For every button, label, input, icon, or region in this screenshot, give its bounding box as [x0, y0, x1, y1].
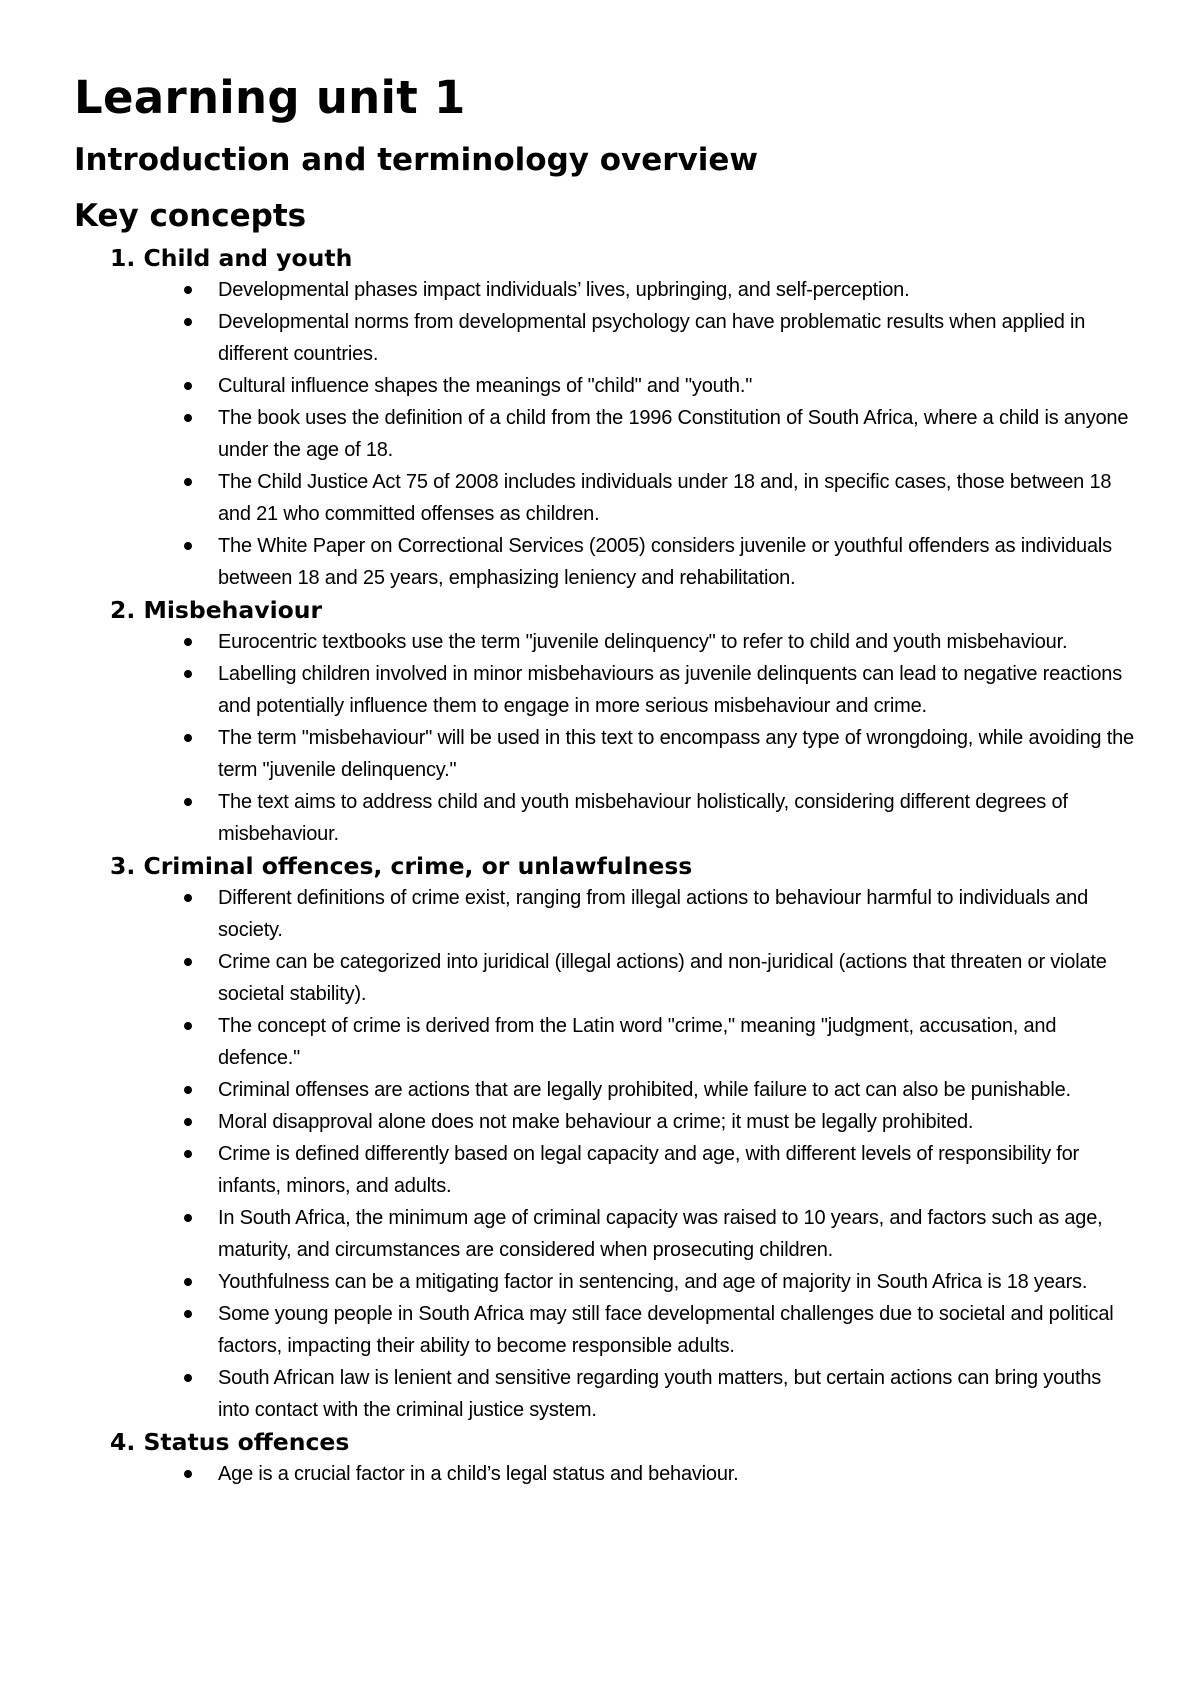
- bullet-icon: [184, 382, 192, 390]
- section: [74, 1426, 1134, 1490]
- section-number: 4.: [110, 1428, 136, 1456]
- document-subtitle: Introduction and terminology overview: [74, 142, 759, 178]
- list-item-text: Moral disapproval alone does not make behaviour a crime; it must be legally prohibited.: [218, 1111, 974, 1133]
- section-number: 2.: [110, 596, 136, 624]
- bullet-icon: [184, 286, 192, 294]
- list-item: [74, 466, 1134, 530]
- sections-container: [74, 242, 1134, 1490]
- bullet-icon: [184, 798, 192, 806]
- list-item-text: Age is a crucial factor in a child’s legal status and behaviour.: [218, 1463, 739, 1485]
- bullet-icon: [184, 414, 192, 422]
- section-heading: [74, 850, 1134, 882]
- list-item-text: Crime can be categorized into juridical (illegal actions) and non-juridical (actions that threaten or violate societal stability).: [218, 951, 1107, 1005]
- list-item: [74, 1074, 1134, 1106]
- bullet-list: [74, 882, 1134, 1426]
- list-item-text: In South Africa, the minimum age of criminal capacity was raised to 10 years, and factors such as age, maturity, and circumstances are considered when prosecuting children.: [218, 1207, 1103, 1261]
- list-item: [74, 1458, 1134, 1490]
- list-item: [74, 1362, 1134, 1426]
- section: [74, 850, 1134, 1426]
- list-item: [74, 626, 1134, 658]
- bullet-icon: [184, 1150, 192, 1158]
- list-item-text: The term "misbehaviour" will be used in this text to encompass any type of wrongdoing, while avoiding the term "juvenile delinquency.": [218, 727, 1134, 781]
- list-item: [74, 722, 1134, 786]
- bullet-icon: [184, 1118, 192, 1126]
- bullet-icon: [184, 478, 192, 486]
- bullet-list: [74, 626, 1134, 850]
- list-item-text: Youthfulness can be a mitigating factor in sentencing, and age of majority in South Africa is 18 years.: [218, 1271, 1088, 1293]
- list-item-text: Cultural influence shapes the meanings of "child" and "youth.": [218, 375, 753, 397]
- section-heading: [74, 1426, 1134, 1458]
- list-item: [74, 882, 1134, 946]
- bullet-icon: [184, 1374, 192, 1382]
- list-item-text: The concept of crime is derived from the Latin word "crime," meaning "judgment, accusation, and defence.": [218, 1015, 1057, 1069]
- bullet-icon: [184, 638, 192, 646]
- list-item: [74, 1106, 1134, 1138]
- list-item: [74, 658, 1134, 722]
- list-item-text: Developmental norms from developmental psychology can have problematic results when applied in different countries.: [218, 311, 1086, 365]
- bullet-icon: [184, 894, 192, 902]
- list-item: [74, 370, 1134, 402]
- list-item-text: Some young people in South Africa may still face developmental challenges due to societal and political factors, impacting their ability to become responsible adults.: [218, 1303, 1114, 1357]
- list-item: [74, 1202, 1134, 1266]
- key-concepts-heading: Key concepts: [74, 198, 307, 234]
- list-item: [74, 1266, 1134, 1298]
- bullet-icon: [184, 1214, 192, 1222]
- list-item-text: Developmental phases impact individuals’ lives, upbringing, and self-perception.: [218, 279, 910, 301]
- section-heading: [74, 594, 1134, 626]
- list-item-text: Eurocentric textbooks use the term "juvenile delinquency" to refer to child and youth misbehaviour.: [218, 631, 1068, 653]
- list-item: [74, 786, 1134, 850]
- bullet-list: [74, 1458, 1134, 1490]
- list-item-text: Labelling children involved in minor misbehaviours as juvenile delinquents can lead to negative reactions and potentially influence them to engage in more serious misbehaviour and crime.: [218, 663, 1123, 717]
- section-title: Misbehaviour: [143, 596, 323, 624]
- section-number: 1.: [110, 244, 136, 272]
- document-page: [74, 68, 1134, 1490]
- section-title: Status offences: [143, 1428, 350, 1456]
- list-item: [74, 1010, 1134, 1074]
- list-item: [74, 306, 1134, 370]
- bullet-icon: [184, 1086, 192, 1094]
- list-item-text: The book uses the definition of a child from the 1996 Constitution of South Africa, where a child is anyone under the age of 18.: [218, 407, 1129, 461]
- bullet-icon: [184, 734, 192, 742]
- section-title: Child and youth: [143, 244, 353, 272]
- list-item-text: The White Paper on Correctional Services (2005) considers juvenile or youthful offenders as individuals between 18 and 25 years, emphasizing leniency and rehabilitation.: [218, 535, 1112, 589]
- bullet-list: [74, 274, 1134, 594]
- list-item: [74, 402, 1134, 466]
- list-item-text: Crime is defined differently based on legal capacity and age, with different levels of responsibility for infants, minors, and adults.: [218, 1143, 1079, 1197]
- list-item: [74, 1298, 1134, 1362]
- list-item-text: Criminal offenses are actions that are legally prohibited, while failure to act can also be punishable.: [218, 1079, 1071, 1101]
- bullet-icon: [184, 958, 192, 966]
- list-item: [74, 274, 1134, 306]
- list-item-text: Different definitions of crime exist, ranging from illegal actions to behaviour harmful to individuals and society.: [218, 887, 1089, 941]
- bullet-icon: [184, 1022, 192, 1030]
- bullet-icon: [184, 318, 192, 326]
- list-item-text: South African law is lenient and sensitive regarding youth matters, but certain actions can bring youths into contact with the criminal justice system.: [218, 1367, 1102, 1421]
- section-title: Criminal offences, crime, or unlawfulness: [143, 852, 693, 880]
- section: [74, 242, 1134, 594]
- section-heading: [74, 242, 1134, 274]
- list-item: [74, 946, 1134, 1010]
- list-item: [74, 1138, 1134, 1202]
- bullet-icon: [184, 670, 192, 678]
- bullet-icon: [184, 1470, 192, 1478]
- bullet-icon: [184, 1310, 192, 1318]
- section: [74, 594, 1134, 850]
- list-item-text: The text aims to address child and youth misbehaviour holistically, considering different degrees of misbehaviour.: [218, 791, 1068, 845]
- bullet-icon: [184, 542, 192, 550]
- document-title: Learning unit 1: [74, 71, 466, 124]
- list-item-text: The Child Justice Act 75 of 2008 includes individuals under 18 and, in specific cases, those between 18 and 21 who committed offenses as children.: [218, 471, 1112, 525]
- bullet-icon: [184, 1278, 192, 1286]
- section-number: 3.: [110, 852, 136, 880]
- list-item: [74, 530, 1134, 594]
